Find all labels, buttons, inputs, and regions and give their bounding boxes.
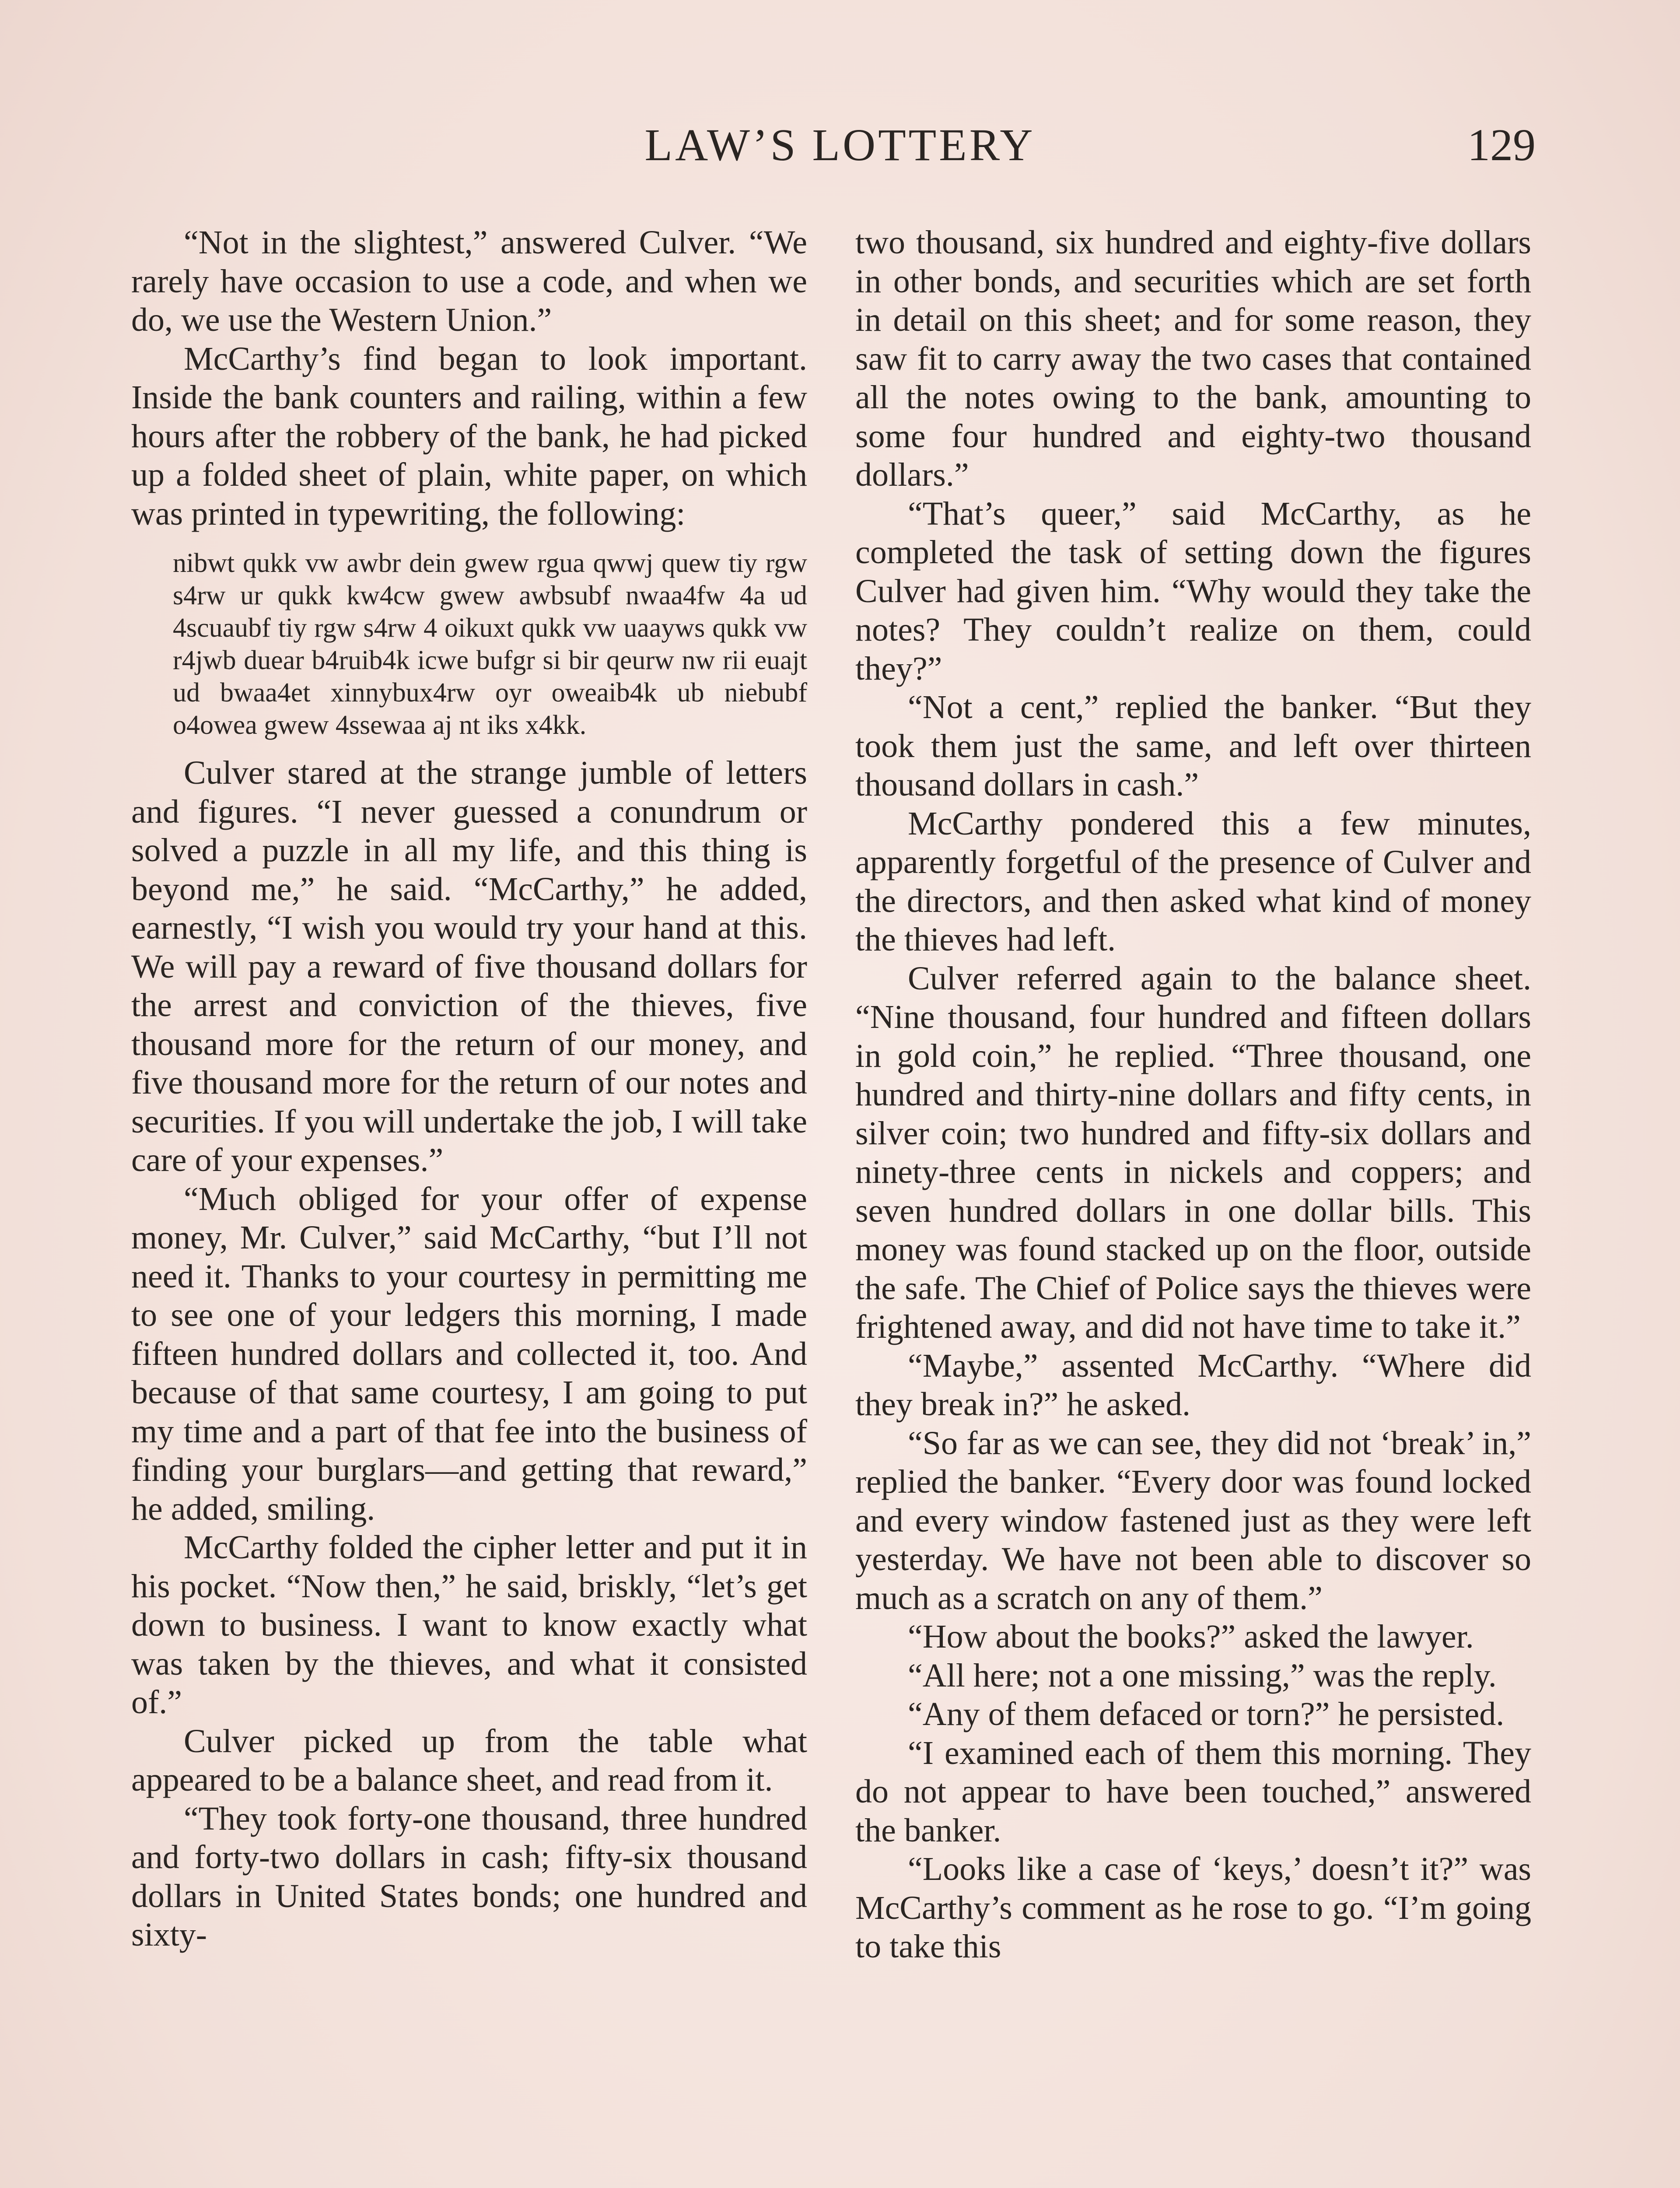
left-column xyxy=(131,223,807,1954)
running-title: LAW’S LOTTERY xyxy=(644,120,1036,170)
paragraph: McCarthy folded the cipher letter and put it in his pocket. “Now then,” he said, briskly, “let’s get down to business. I want to know exactly what was taken by the thieves, and what it consisted of.” xyxy=(131,1529,807,1721)
page-number: 129 xyxy=(1467,120,1536,170)
paragraph: “That’s queer,” said McCarthy, as he completed the task of setting down the figures Culver had given him. “Why would they take the notes? They couldn’t realize on them, could they?” xyxy=(855,495,1531,687)
paragraph: “Any of them defaced or torn?” he persisted. xyxy=(908,1696,1505,1732)
cipher-text-block: nibwt qukk vw awbr dein gwew rgua qwwj quew tiy rgw s4rw ur qukk kw4cw gwew awbsubf nwaa4fw 4a ud 4scuaubf tiy rgw s4rw 4 oikuxt qukk vw uaayws qukk vw r4jwb duear b4ruib4k icwe bufgr si bir qeurw nw rii euajt ud bwaa4et xinnybux4rw oyr oweaib4k ub niebubf o4owea gwew 4ssewaa aj nt iks x4kk. xyxy=(173,548,807,740)
paragraph-continued: two thousand, six hundred and eighty-five dollars in other bonds, and securities which are set forth in detail on this sheet; and for some reason, they saw fit to carry away the two cases that contained all the notes owing to the bank, amounting to some four hundred and eighty-two thousand dollars.” xyxy=(855,224,1531,493)
paragraph: Culver stared at the strange jumble of letters and figures. “I never guessed a conundrum or solved a puzzle in all my life, and this thing is beyond me,” he said. “McCarthy,” he added, earnestly, “I wish you would try your hand at this. We will pay a reward of five thousand dollars for the arrest and conviction of the thieves, five thousand more for the return of our money, and five thousand more for the return of our notes and securities. If you will undertake the job, I will take care of your expenses.” xyxy=(131,754,807,1178)
paragraph: “Maybe,” assented McCarthy. “Where did they break in?” he asked. xyxy=(855,1347,1531,1423)
paragraph: “So far as we can see, they did not ‘break’ in,” replied the banker. “Every door was found locked and every window fastened just as they were left yesterday. We have not been able to discover so much as a scratch on any of them.” xyxy=(855,1424,1531,1616)
paragraph: Culver picked up from the table what appeared to be a balance sheet, and read from it. xyxy=(131,1722,807,1798)
paragraph: “Not a cent,” replied the banker. “But they took them just the same, and left over thirteen thousand dollars in cash.” xyxy=(855,689,1531,803)
right-column xyxy=(855,223,1531,1966)
paragraph: Culver referred again to the balance sheet. “Nine thousand, four hundred and fifteen dollars in gold coin,” he replied. “Three thousand, one hundred and thirty-nine dollars and fifty cents, in silver coin; two hundred and fifty-six dollars and ninety-three cents in nickels and coppers; and seven hundred dollars in one dollar bills. This money was found stacked up on the floor, outside the safe. The Chief of Police says the thieves were frightened away, and did not have time to take it.” xyxy=(855,960,1531,1345)
paragraph: “Much obliged for your offer of expense money, Mr. Culver,” said McCarthy, “but I’ll not need it. Thanks to your courtesy in permitting me to see one of your ledgers this morning, I made fifteen hundred dollars and collected it, too. And because of that same courtesy, I am going to put my time and a part of that fee into the business of finding your burglars—and getting that reward,” he added, smiling. xyxy=(131,1180,807,1527)
paragraph: “Looks like a case of ‘keys,’ doesn’t it?” was McCarthy’s comment as he rose to go. “I’m going to take this xyxy=(855,1851,1531,1965)
paragraph: “They took forty-one thousand, three hundred and forty-two dollars in cash; fifty-six thousand dollars in United States bonds; one hundred and sixty- xyxy=(131,1800,807,1953)
paragraph: “All here; not a one missing,” was the reply. xyxy=(908,1657,1497,1694)
paragraph: “Not in the slightest,” answered Culver. “We rarely have occasion to use a code, and when we do, we use the Western Union.” xyxy=(131,224,807,338)
paragraph: McCarthy’s find began to look important. Inside the bank counters and railing, within a few hours after the robbery of the bank, he had picked up a folded sheet of plain, white paper, on which was printed in typewriting, the following: xyxy=(131,340,807,532)
paragraph: McCarthy pondered this a few minutes, apparently forgetful of the presence of Culver and the directors, and then asked what kind of money the thieves had left. xyxy=(855,805,1531,958)
paragraph: “How about the books?” asked the lawyer. xyxy=(908,1618,1474,1655)
paragraph: “I examined each of them this morning. They do not appear to have been touched,” answered the banker. xyxy=(855,1734,1531,1849)
